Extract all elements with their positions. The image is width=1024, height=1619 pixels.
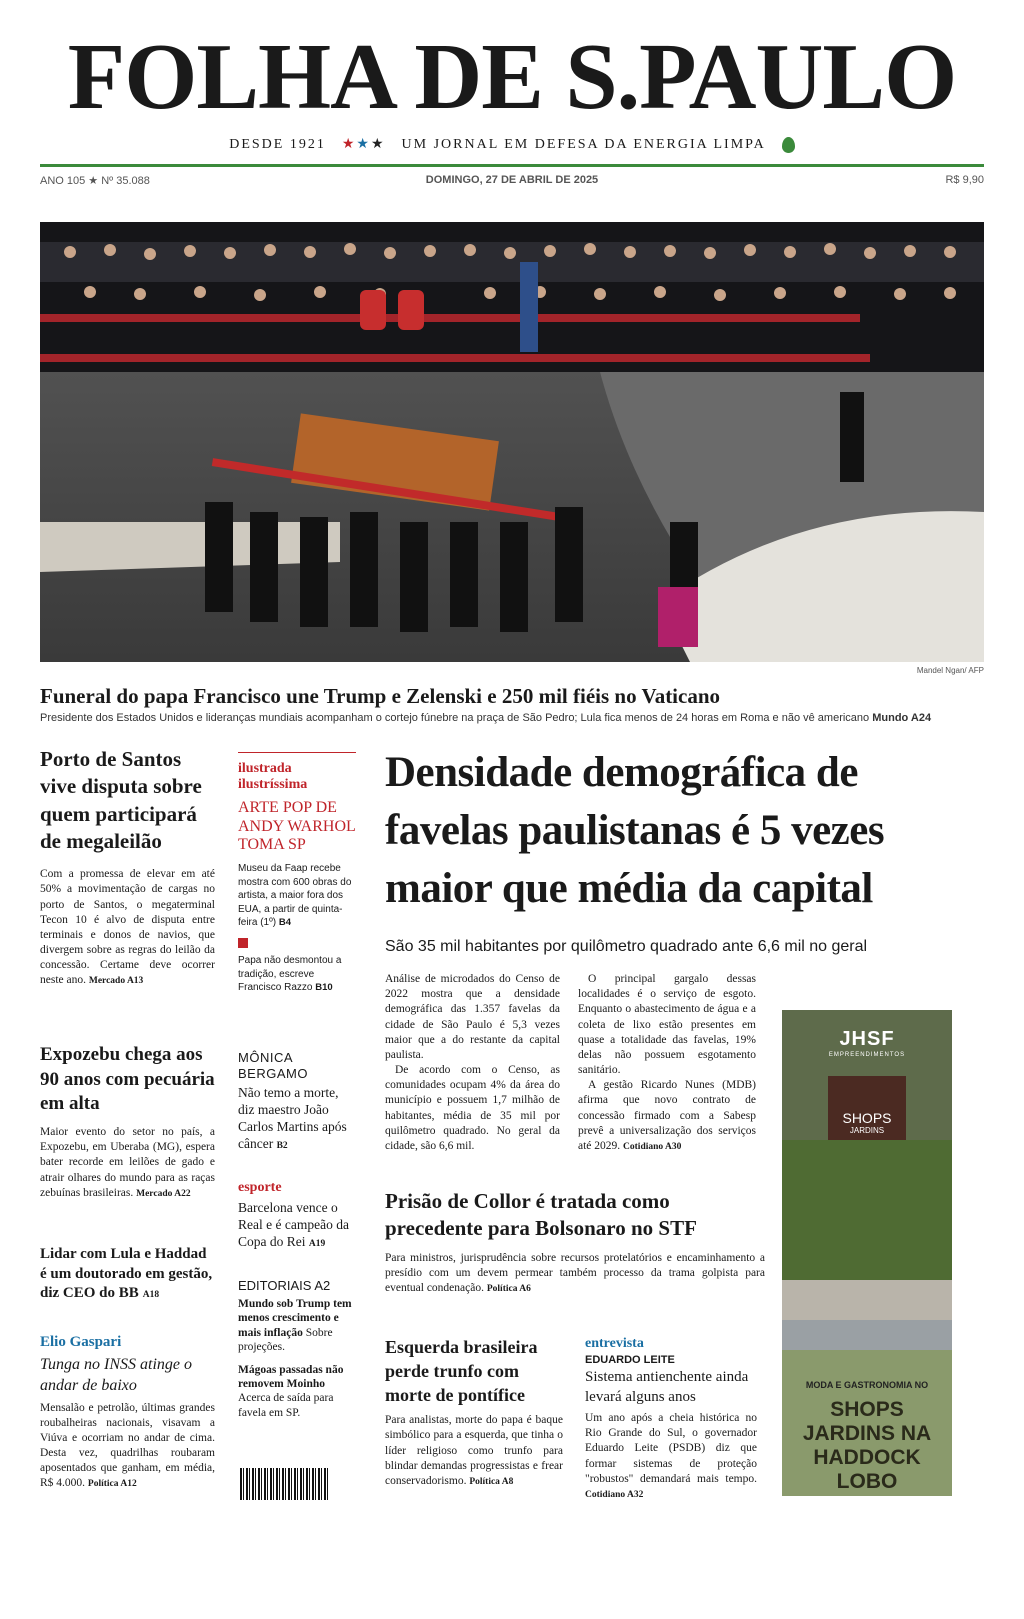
warhol-body xyxy=(238,862,356,930)
expozebu-story xyxy=(40,1043,215,1201)
porto-body-text: Com a promessa de elevar em até 50% a movimentação de cargas no porto de Santos, o megaterminal Tecon 10 é alvo de disputa entre terminais e donos de navios, que divergem sobre as regras do leilão da concessão. Certame deve ocorrer neste ano. xyxy=(40,868,215,987)
warhol-headline[interactable]: ARTE POP DE ANDY WARHOL TOMA SP xyxy=(238,799,356,853)
collor-body xyxy=(385,1251,765,1297)
main-col-1-p2: De acordo com o Censo, as comunidades ocupam 4% da área do município e possuem 1,7 milhão de habitantes, média de 35 mil por quilômetro quadrado. No geral da cidade, são 6,6 mil. xyxy=(385,1064,560,1152)
porto-body xyxy=(40,867,215,988)
ilustrada-box xyxy=(238,752,356,995)
elio-author[interactable]: Elio Gaspari xyxy=(40,1334,122,1350)
ad-road xyxy=(782,1320,952,1350)
expozebu-body xyxy=(40,1125,215,1201)
razzo-body-text: Papa não desmontou a tradição, escreve Francisco Razzo xyxy=(238,955,342,994)
expozebu-ref[interactable]: Mercado A22 xyxy=(136,1188,191,1199)
editorial-2-title: Mágoas passadas não removem Moinho xyxy=(238,1363,344,1390)
main-col-2-p1: O principal gargalo dessas localidades é o serviço de esgoto. Enquanto o abastecimento de água e a coleta de lixo estão presentes em quase a totalidade das favelas, 19% delas não possuem esgotamento sanitário. xyxy=(578,973,756,1077)
photo-credit: Mandel Ngan/ AFP xyxy=(916,666,984,675)
monica-author[interactable]: MÔNICA BERGAMO xyxy=(238,1050,308,1081)
main-headline[interactable]: Densidade demográfica de favelas paulistanas é 5 vezes maior que média da capital xyxy=(385,749,885,913)
porto-story xyxy=(40,746,215,989)
editoriais-ref[interactable]: A2 xyxy=(314,1278,331,1293)
lidar-story xyxy=(40,1245,215,1304)
editoriais-label xyxy=(238,1278,356,1293)
esporte-section[interactable]: esporte xyxy=(238,1180,282,1195)
entrevista-name: EDUARDO LEITE xyxy=(585,1354,675,1366)
collor-story xyxy=(385,1188,765,1296)
ad-brand-sub: EMPREENDIMENTOS xyxy=(828,1052,906,1058)
main-col-2-p2 xyxy=(578,1078,756,1154)
elio-column xyxy=(40,1334,215,1492)
editorial-1-title: Mundo sob Trump tem menos crescimento e mais inflação xyxy=(238,1298,352,1339)
main-col-1-p1: Análise de microdados do Censo de 2022 mostra que a densidade demográfica das 1.357 favelas da cidade de São Paulo é 5,3 vezes maior que a do restante da capital paulista. xyxy=(385,973,560,1061)
monica-box xyxy=(238,1050,356,1153)
esporte-body xyxy=(238,1200,356,1251)
razzo-body xyxy=(238,954,356,995)
main-deck: São 35 mil habitantes por quilômetro quadrado ante 6,6 mil no geral xyxy=(385,938,868,955)
elio-body xyxy=(40,1401,215,1492)
entrevista-body xyxy=(585,1411,757,1502)
ilustrada-section[interactable]: ilustrada ilustríssima xyxy=(238,761,308,793)
elio-title[interactable]: Tunga no INSS atinge o andar de baixo xyxy=(40,1356,193,1394)
collor-ref[interactable]: Política A6 xyxy=(486,1283,531,1294)
expozebu-body-text: Maior evento do setor no país, a Expozebu, em Uberaba (MG), espera bater recorde em leilões de gado e atrair olhares do mundo para as raças zebuínas brasileiras. xyxy=(40,1126,215,1199)
stars-icon: ★★★ xyxy=(341,137,386,152)
bullet-icon xyxy=(238,938,248,948)
entrevista-section[interactable]: entrevista xyxy=(585,1336,644,1351)
collor-body-text: Para ministros, jurisprudência sobre recursos protelatórios e encaminhamento a presídio com um devem permear também processo da trama golpista para eventual condenação. xyxy=(385,1251,765,1294)
esquerda-body xyxy=(385,1413,563,1489)
header-rule xyxy=(40,164,984,167)
porto-ref[interactable]: Mercado A13 xyxy=(88,976,144,987)
esporte-box xyxy=(238,1180,356,1251)
slogan-text: UM JORNAL EM DEFESA DA ENERGIA LIMPA xyxy=(401,136,766,152)
ad-sign-jardins: JARDINS xyxy=(849,1126,885,1135)
ad-greenwall xyxy=(782,1140,952,1280)
editorial-1-body: Sobre projeções. xyxy=(238,1326,333,1354)
edition-number: ANO 105 ★ Nº 35.088 xyxy=(40,175,150,187)
lead-deck xyxy=(40,712,984,724)
main-col-2 xyxy=(578,972,756,1154)
ad-sign-shops: SHOPS xyxy=(842,1110,892,1126)
entrevista-story xyxy=(585,1336,757,1502)
elio-body-text: Mensalão e petrolão, últimas grandes roubalheiras nacionais, visavam a Viúva e ocorriam no andar de cima. Desta vez, quadrilhas roubaram aposentados que ganham, em média, R$ 4.000. xyxy=(40,1401,215,1490)
ad-tagline: MODA E GASTRONOMIA NO xyxy=(805,1380,929,1390)
esporte-body-text: Barcelona vence o Real e é campeão da Copa do Rei xyxy=(238,1200,349,1249)
entrevista-ref[interactable]: Cotidiano A32 xyxy=(585,1489,644,1500)
editoriais-box xyxy=(238,1278,356,1420)
main-col-1 xyxy=(385,972,560,1154)
entrevista-body-text: Um ano após a cheia histórica no Rio Grande do Sul, o governador Eduardo Leite (PSDB) diz que formar sistemas de proteção "robustos" demandará mais tempo. xyxy=(585,1412,757,1485)
masthead-title: FOLHA DE S.PAULO xyxy=(67,25,957,129)
warhol-body-text: Museu da Faap recebe mostra com 600 obras do artista, a maior fora dos EUA, a partir de quinta-feira (1º) xyxy=(238,863,352,929)
date-line: DOMINGO, 27 DE ABRIL DE 2025 xyxy=(425,174,599,186)
entrevista-title[interactable]: Sistema antienchente ainda levará alguns anos xyxy=(585,1369,749,1405)
monica-body xyxy=(238,1085,356,1153)
ad-headline: SHOPS JARDINS NA HADDOCK LOBO xyxy=(802,1398,932,1494)
esporte-ref[interactable]: A19 xyxy=(308,1238,326,1249)
ad-street xyxy=(782,1280,952,1320)
esquerda-headline[interactable]: Esquerda brasileira perde trunfo com morte de pontífice xyxy=(385,1337,538,1405)
since-text: DESDE 1921 xyxy=(229,136,326,152)
lead-ref[interactable]: Mundo A24 xyxy=(872,712,932,724)
editorial-2-body: Acerca de saída para favela em SP. xyxy=(238,1392,334,1419)
monica-ref[interactable]: B2 xyxy=(276,1140,288,1151)
lead-headline[interactable]: Funeral do papa Francisco une Trump e Zelenski e 250 mil fiéis no Vaticano xyxy=(40,684,721,708)
editorial-1[interactable] xyxy=(238,1297,356,1355)
porto-headline[interactable]: Porto de Santos vive disputa sobre quem participará de megaleilão xyxy=(40,747,202,853)
main-ref[interactable]: Cotidiano A30 xyxy=(623,1141,682,1152)
esquerda-ref[interactable]: Política A8 xyxy=(469,1476,514,1487)
editoriais-label-text: EDITORIAIS xyxy=(238,1278,312,1293)
lead-deck-text: Presidente dos Estados Unidos e lideranças mundiais acompanham o cortejo fúnebre na praça de São Pedro; Lula fica menos de 24 horas em Roma e não vê americano xyxy=(40,712,870,724)
monica-body-text: Não temo a morte, diz maestro João Carlos Martins após câncer xyxy=(238,1085,347,1151)
lidar-ref[interactable]: A18 xyxy=(142,1290,160,1300)
leaf-icon xyxy=(782,137,795,153)
elio-ref[interactable]: Política A12 xyxy=(87,1479,137,1490)
lidar-headline[interactable]: Lidar com Lula e Haddad é um doutorado em gestão, diz CEO do BB xyxy=(40,1246,213,1301)
razzo-ref[interactable]: B10 xyxy=(315,982,333,994)
esquerda-story xyxy=(385,1336,563,1489)
price: R$ 9,90 xyxy=(945,174,984,186)
barcode xyxy=(240,1468,330,1500)
main-col-2-p2-text: A gestão Ricardo Nunes (MDB) afirma que novo contrato de concessão firmado com a Sabesp prevê a universalização dos serviços até 2029. xyxy=(578,1079,756,1152)
lead-photo xyxy=(40,222,984,662)
ad-shops-jardins[interactable] xyxy=(782,1010,952,1496)
editorial-2[interactable] xyxy=(238,1363,356,1421)
masthead-tagline xyxy=(0,136,1024,153)
warhol-ref[interactable]: B4 xyxy=(278,917,292,929)
expozebu-headline[interactable]: Expozebu chega aos 90 anos com pecuária em alta xyxy=(40,1044,215,1115)
esquerda-body-text: Para analistas, morte do papa é baque simbólico para a esquerda, que tinha o líder religioso como trunfo para blindar demandas progressistas e frear conservadorismo. xyxy=(385,1414,563,1487)
ad-brand: JHSF xyxy=(839,1028,895,1050)
collor-headline[interactable]: Prisão de Collor é tratada como precedente para Bolsonaro no STF xyxy=(385,1189,697,1241)
